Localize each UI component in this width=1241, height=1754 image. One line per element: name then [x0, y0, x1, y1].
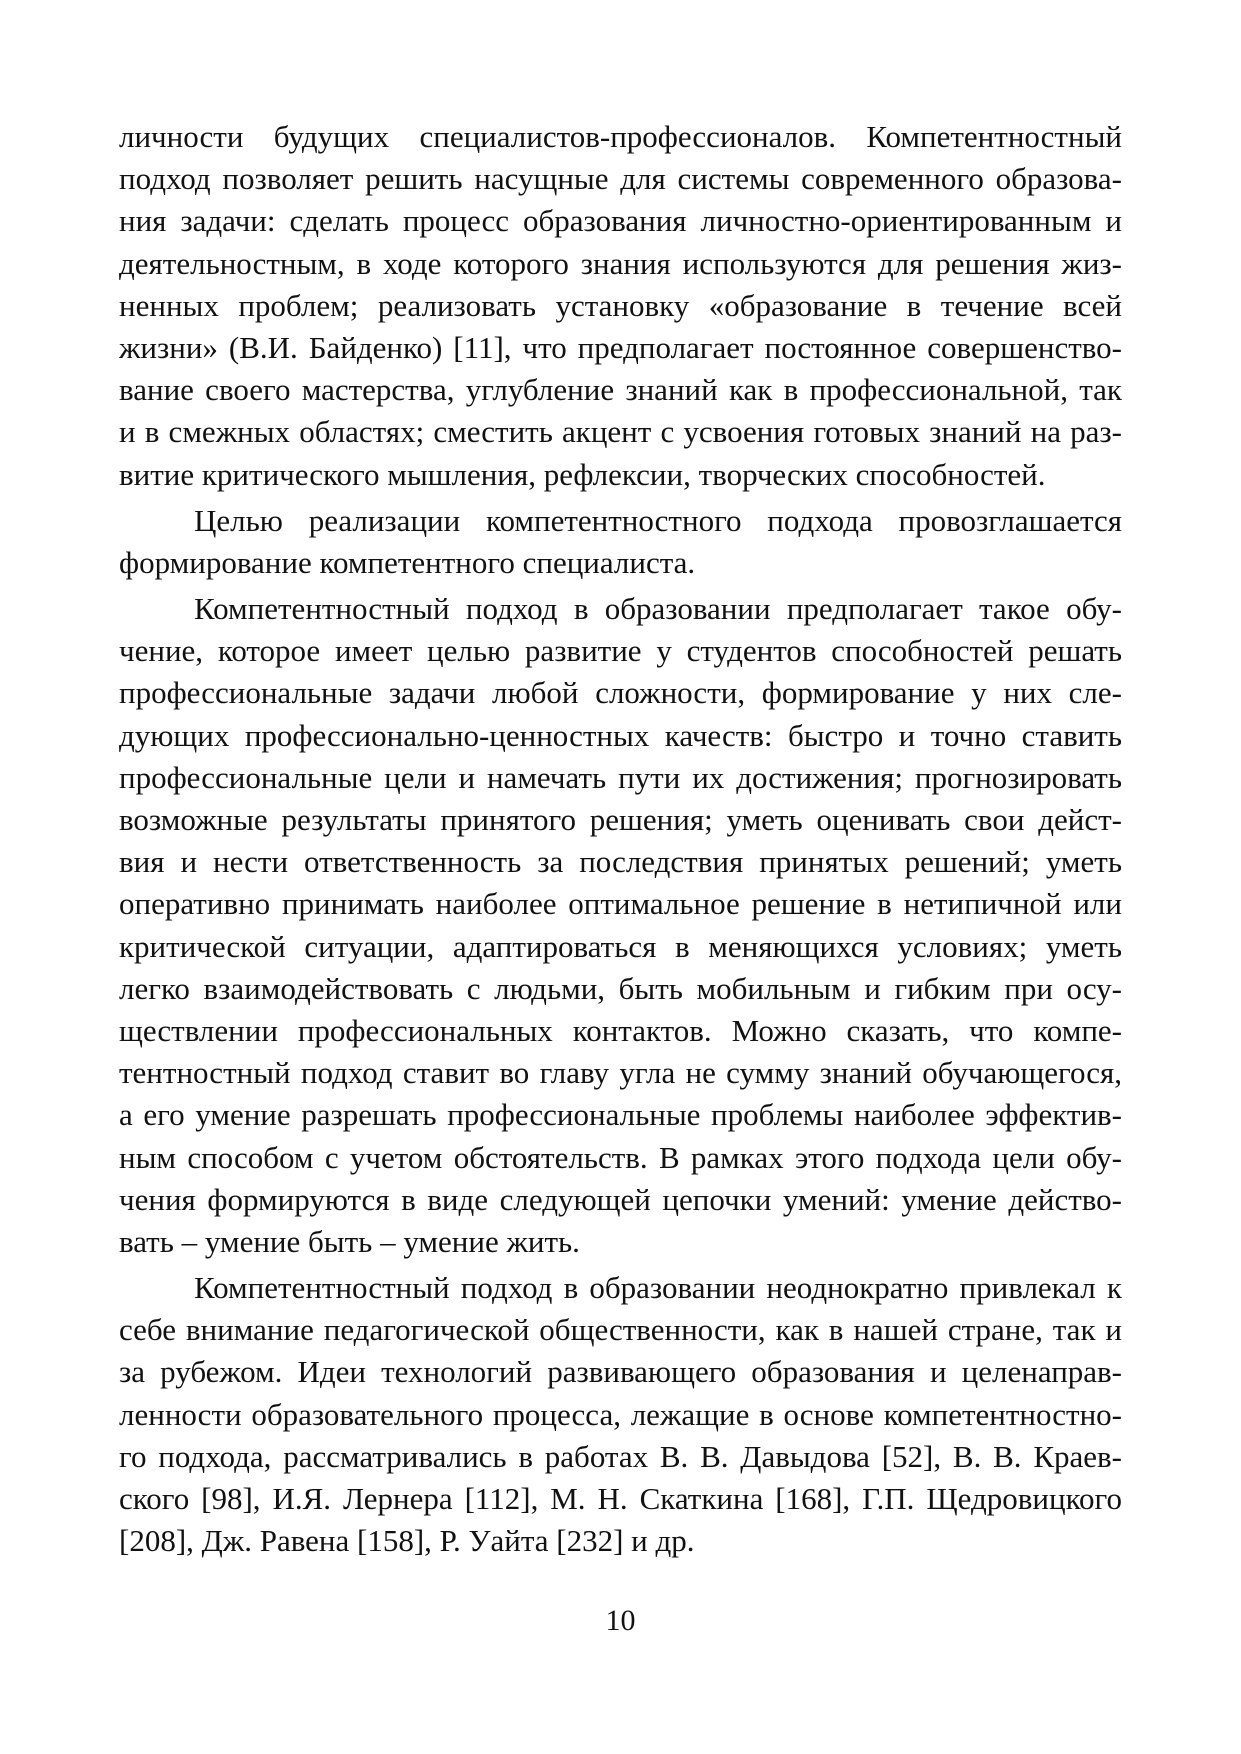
text-line: критической ситуации, адаптироваться в меняющихся условиях; уметь [119, 928, 1122, 964]
text-line: [208], Дж. Равена [158], Р. Уайта [232] и др. [119, 1523, 695, 1559]
page-number: 10 [605, 1604, 636, 1637]
text-line: за рубежом. Идеи технологий развивающего образования и целенаправ- [119, 1354, 1122, 1390]
paragraph [119, 1267, 1122, 1562]
paragraph [119, 116, 1122, 496]
text-line: чение, которое имеет целью развитие у студентов способностей решать [119, 633, 1122, 669]
text-line: вать – умение быть – умение жить. [119, 1223, 580, 1259]
text-line: оперативно принимать наиболее оптимальное решение в нетипичной или [119, 886, 1122, 922]
text-line: легко взаимодействовать с людьми, быть мобильным и гибким при осу- [119, 970, 1122, 1006]
paragraph [119, 588, 1122, 1263]
text-line: профессиональные задачи любой сложности, формирование у них сле- [119, 675, 1122, 711]
text-line: Компетентностный подход в образовании предполагает такое обу- [194, 591, 1122, 627]
text-line: витие критического мышления, рефлексии, творческих способностей. [119, 456, 1046, 492]
text-line: ленности образовательного процесса, лежащие в основе компетентностно- [119, 1396, 1122, 1432]
text-line: возможные результаты принятого решения; уметь оценивать свои дейст- [119, 802, 1122, 837]
text-line: вание своего мастерства, углубление знаний как в профессиональной, так [119, 372, 1122, 408]
text-line: тентностный подход ставит во главу угла не сумму знаний обучающегося, [119, 1055, 1122, 1091]
text-line: чения формируются в виде следующей цепочки умений: умение действо- [119, 1181, 1122, 1217]
text-line: ществлении профессиональных контактов. Можно сказать, что компе- [119, 1012, 1122, 1048]
text-line: а его умение разрешать профессиональные проблемы наиболее эффектив- [119, 1097, 1122, 1133]
text-line: Компетентностный подход в образовании неоднократно привлекал к [194, 1270, 1122, 1306]
text-line: профессиональные цели и намечать пути их достижения; прогнозировать [119, 759, 1122, 795]
text-line: и в смежных областях; сместить акцент с усвоения готовых знаний на раз- [119, 414, 1122, 450]
text-line: ненных проблем; реализовать установку «образование в течение всей [119, 287, 1122, 323]
text-line: Целью реализации компетентностного подхода провозглашается [194, 502, 1122, 538]
text-line: дующих профессионально-ценностных качеств: быстро и точно ставить [119, 717, 1122, 753]
text-line: себе внимание педагогической общественности, как в нашей стране, так и [119, 1312, 1122, 1348]
text-line: деятельностным, в ходе которого знания используются для решения жиз- [119, 245, 1122, 281]
text-line: подход позволяет решить насущные для системы современного образова- [119, 161, 1122, 197]
text-line: ского [98], И.Я. Лернера [112], М. Н. Скаткина [168], Г.П. Щедровицкого [119, 1481, 1122, 1516]
text-line: вия и нести ответственность за последствия принятых решений; уметь [119, 844, 1122, 880]
text-line: личности будущих специалистов-профессионалов. Компетентностный [119, 119, 1122, 154]
paragraph [119, 500, 1122, 584]
text-line: ния задачи: сделать процесс образования личностно-ориентированным и [119, 203, 1122, 239]
text-line: формирование компетентного специалиста. [119, 544, 696, 580]
text-line: жизни» (В.И. Байденко) [11], что предполагает постоянное совершенство- [119, 329, 1122, 365]
body-text [119, 116, 1122, 1562]
text-line: ным способом с учетом обстоятельств. В рамках этого подхода цели обу- [119, 1139, 1122, 1175]
text-line: го подхода, рассматривались в работах В. В. Давыдова [52], В. В. Краев- [119, 1438, 1122, 1474]
